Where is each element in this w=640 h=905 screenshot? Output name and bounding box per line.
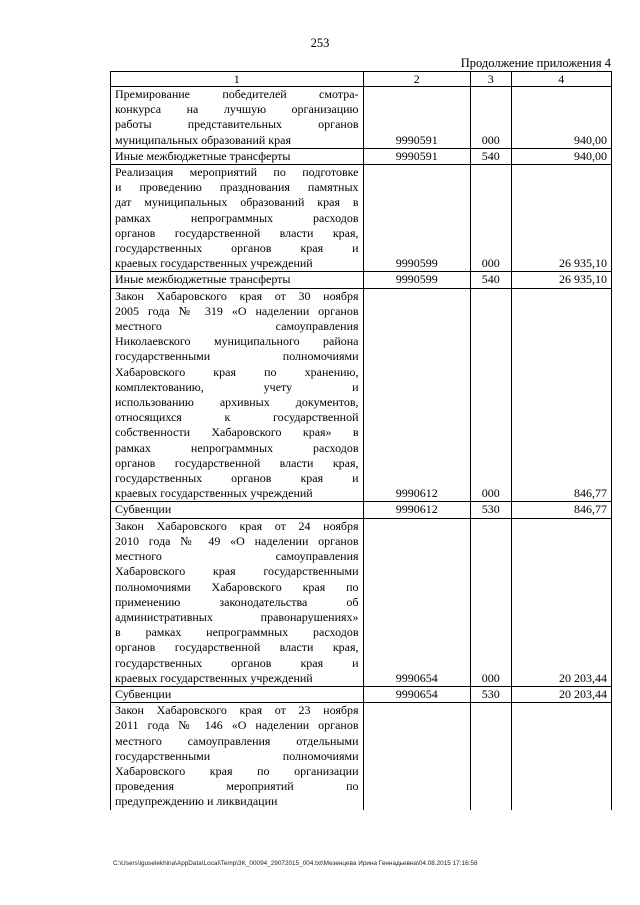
row-name-cell [111,165,364,272]
row-name-cell [111,518,364,686]
name-line: и проведению празднования памятных [115,180,359,195]
file-path-footer: C:\Users\iguselekhina\AppData\Local\Temp\3K_00094_29072015_004.txt\Мезенцева Ирина Геннадьевна\04.08.2015 17:16:58 [113,860,478,867]
type-cell: 530 [471,686,512,702]
name-line: местного самоуправления отдельными [115,733,359,748]
table-header-row [111,72,612,87]
name-line: Реализация мероприятий по подготовке [115,165,359,180]
code-cell: 9990591 [363,148,471,164]
name-line: Закон Хабаровского края от 30 ноября [115,288,359,303]
type-cell: 000 [471,518,512,686]
page-number: 253 [310,36,330,50]
row-name-cell [111,272,364,288]
name-line: предупреждению и ликвидации [115,794,278,809]
name-line: органов государственной власти края, [115,640,359,655]
table-row [111,148,612,164]
name-line: Хабаровского края по хранению, [115,364,359,379]
type-cell: 000 [471,165,512,272]
table-row [111,165,612,272]
type-cell: 530 [471,502,512,518]
type-cell [471,703,512,810]
header-cell-3: 3 [471,72,512,87]
code-cell: 9990591 [363,87,471,149]
name-line: Закон Хабаровского края от 24 ноября [115,518,359,533]
code-cell: 9990612 [363,502,471,518]
name-line: государственных органов края и [115,471,359,486]
name-line: дат муниципальных образований края в [115,195,359,210]
name-line: государственных органов края и [115,241,359,256]
row-name-cell [111,502,364,518]
table-row [111,686,612,702]
amount-cell: 20 203,44 [511,686,611,702]
name-line: в рамках непрограммных расходов [115,625,359,640]
name-line: относящихся к государственной [115,410,359,425]
name-line: рамках непрограммных расходов [115,440,359,455]
table-row-continued [111,703,612,810]
name-line: Субвенции [115,502,172,517]
header-cell-4: 4 [511,72,611,87]
amount-cell: 940,00 [511,87,611,149]
table-row [111,502,612,518]
name-line: муниципальных образований края [115,132,291,147]
name-line: рамках непрограммных расходов [115,210,359,225]
amount-cell: 940,00 [511,148,611,164]
row-name-cell [111,686,364,702]
name-line: 2011 года № 146 «О наделении органов [115,718,359,733]
name-line: использованию архивных документов, [115,395,359,410]
name-line: Хабаровского края государственными [115,564,359,579]
table-row [111,272,612,288]
row-name-cell [111,148,364,164]
name-line: комплектованию, учету и [115,379,359,394]
code-cell: 9990654 [363,686,471,702]
code-cell: 9990612 [363,288,471,502]
amount-cell: 26 935,10 [511,272,611,288]
table-row [111,518,612,686]
type-cell: 540 [471,148,512,164]
budget-table [110,71,612,810]
code-cell: 9990654 [363,518,471,686]
name-line: конкурса на лучшую организацию [115,102,359,117]
name-line: краевых государственных учреждений [115,670,313,685]
continuation-label: Продолжение приложения 4 [460,56,611,70]
name-line: краевых государственных учреждений [115,486,313,501]
name-line: органов государственной власти края, [115,225,359,240]
header-cell-1: 1 [111,72,364,87]
table-row [111,87,612,149]
name-line: собственности Хабаровского края» в [115,425,359,440]
name-line: 2005 года № 319 «О наделении органов [115,303,359,318]
name-line: применению законодательства об [115,594,359,609]
name-line: административных правонарушениях» [115,609,359,624]
name-line: проведения мероприятий по [115,779,359,794]
row-name-cell [111,87,364,149]
name-line: местного самоуправления [115,319,359,334]
row-name-cell [111,288,364,502]
header-cell-2: 2 [363,72,471,87]
name-line: Субвенции [115,686,172,701]
name-line: Иные межбюджетные трансферты [115,148,291,163]
name-line: Хабаровского края по организации [115,763,359,778]
table-row [111,288,612,502]
type-cell: 000 [471,87,512,149]
type-cell: 540 [471,272,512,288]
name-line: Николаевского муниципального района [115,334,359,349]
amount-cell: 846,77 [511,288,611,502]
name-line: краевых государственных учреждений [115,256,313,271]
type-cell: 000 [471,288,512,502]
amount-cell: 26 935,10 [511,165,611,272]
name-line: полномочиями Хабаровского края по [115,579,359,594]
row-name-cell [111,703,364,810]
amount-cell: 20 203,44 [511,518,611,686]
name-line: работы представительных органов [115,117,359,132]
name-line: местного самоуправления [115,549,359,564]
name-line: органов государственной власти края, [115,455,359,470]
amount-cell: 846,77 [511,502,611,518]
name-line: государственными полномочиями [115,349,359,364]
name-line: Закон Хабаровского края от 23 ноября [115,703,359,718]
code-cell: 9990599 [363,165,471,272]
name-line: Премирование победителей смотра- [115,87,359,101]
code-cell: 9990599 [363,272,471,288]
amount-cell [511,703,611,810]
name-line: государственными полномочиями [115,748,359,763]
name-line: государственных органов края и [115,655,359,670]
code-cell [363,703,471,810]
name-line: Иные межбюджетные трансферты [115,272,291,287]
name-line: 2010 года № 49 «О наделении органов [115,533,359,548]
